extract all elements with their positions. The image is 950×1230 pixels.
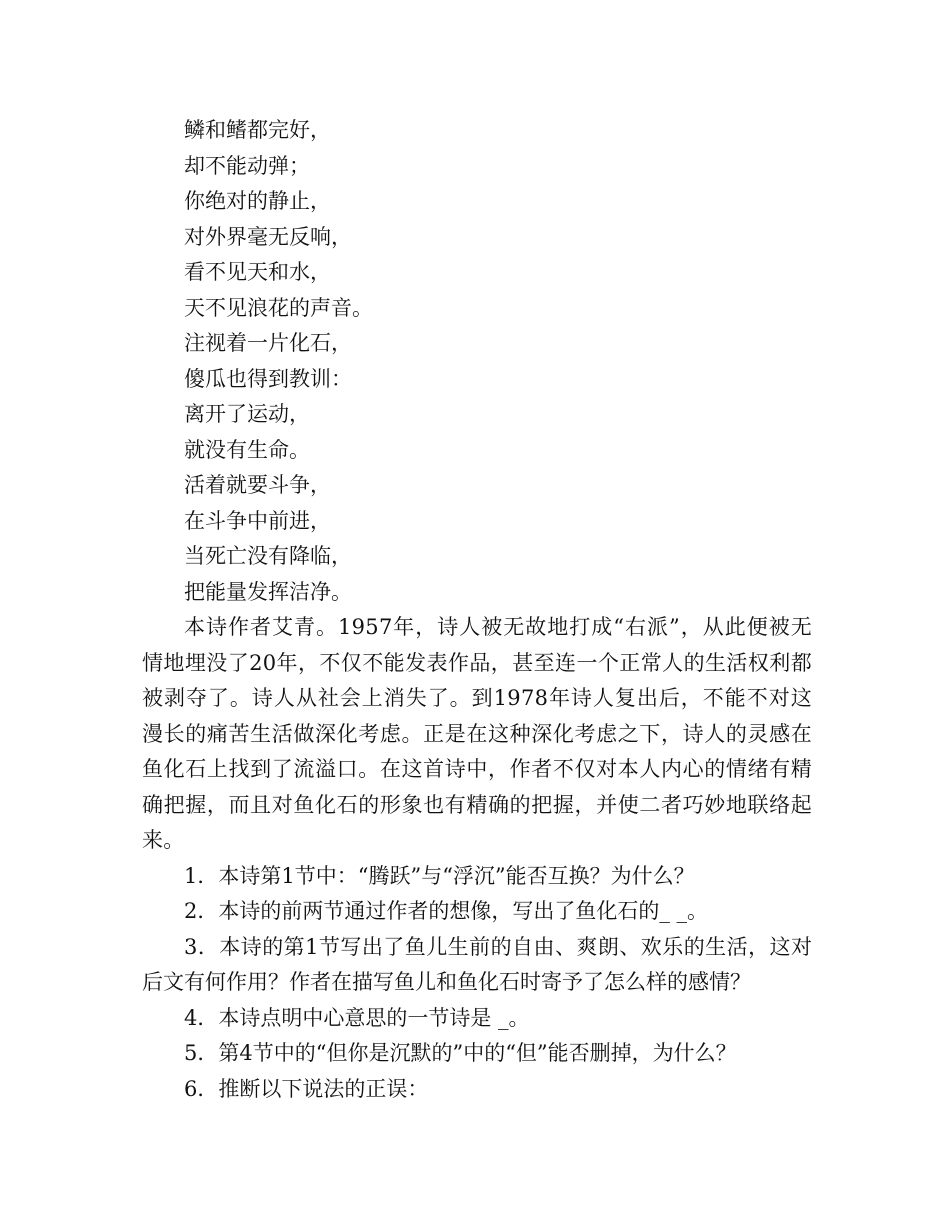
question-item: 1．本诗第1节中：“腾跃”与“浮沉”能否互换？为什么？ — [184, 863, 695, 888]
poem-line: 却不能动弹； — [184, 153, 310, 178]
poem-line: 活着就要斗争， — [184, 473, 331, 497]
poem-line: 傻瓜也得到教训： — [184, 366, 352, 391]
commentary-paragraph: 本诗作者艾青。1957年，诗人被无故地打成“右派”，从此便被无情地埋没了20年，不仅不能发表作品，甚至连一个正常人的生活权利都被剥夺了。诗人从社会上消失了。到1978年诗人复出后，不能不对这漫长的痛苦生活做深化考虑。正是在这种深化考虑之下，诗人的灵感在鱼化石上找到了流溢口。在这首诗中，作者不仅对本人内心的情绪有精确把握，而且对鱼化石的形象也有精确的把握，并使二者巧妙地联络起来。 — [142, 615, 812, 852]
question-item: 4．本诗点明中心意思的一节诗是 _。 — [184, 1005, 530, 1030]
poem-line: 看不见天和水， — [184, 260, 331, 284]
poem-line: 对外界毫无反响， — [184, 224, 352, 249]
poem-line: 离开了运动， — [184, 402, 310, 426]
poem-line: 把能量发挥洁净。 — [184, 579, 352, 604]
question-list — [142, 859, 812, 1108]
poem-line: 鳞和鳍都完好， — [184, 118, 331, 142]
poem-line: 当死亡没有降临， — [184, 544, 352, 568]
question-item: 5．第4节中的“但你是沉默的”中的“但”能否删掉，为什么？ — [184, 1041, 737, 1065]
poem-line: 在斗争中前进， — [184, 508, 331, 533]
question-item: 2．本诗的前两节通过作者的想像，写出了鱼化石的_ _。 — [184, 899, 709, 923]
poem-line: 天不见浪花的声音。 — [184, 295, 373, 320]
poem-line: 你绝对的静止， — [184, 189, 331, 213]
poem-line: 就没有生命。 — [184, 437, 310, 462]
document-body — [142, 113, 812, 1107]
question-item: 6．推断以下说法的正误： — [184, 1076, 429, 1101]
poem-line: 注视着一片化石， — [184, 331, 352, 355]
poem — [142, 113, 812, 610]
question-item: 3．本诗的第1节写出了鱼儿生前的自由、爽朗、欢乐的生活，这对后文有何作用？作者在描写鱼儿和鱼化石时寄予了怎么样的感情？ — [142, 934, 812, 994]
